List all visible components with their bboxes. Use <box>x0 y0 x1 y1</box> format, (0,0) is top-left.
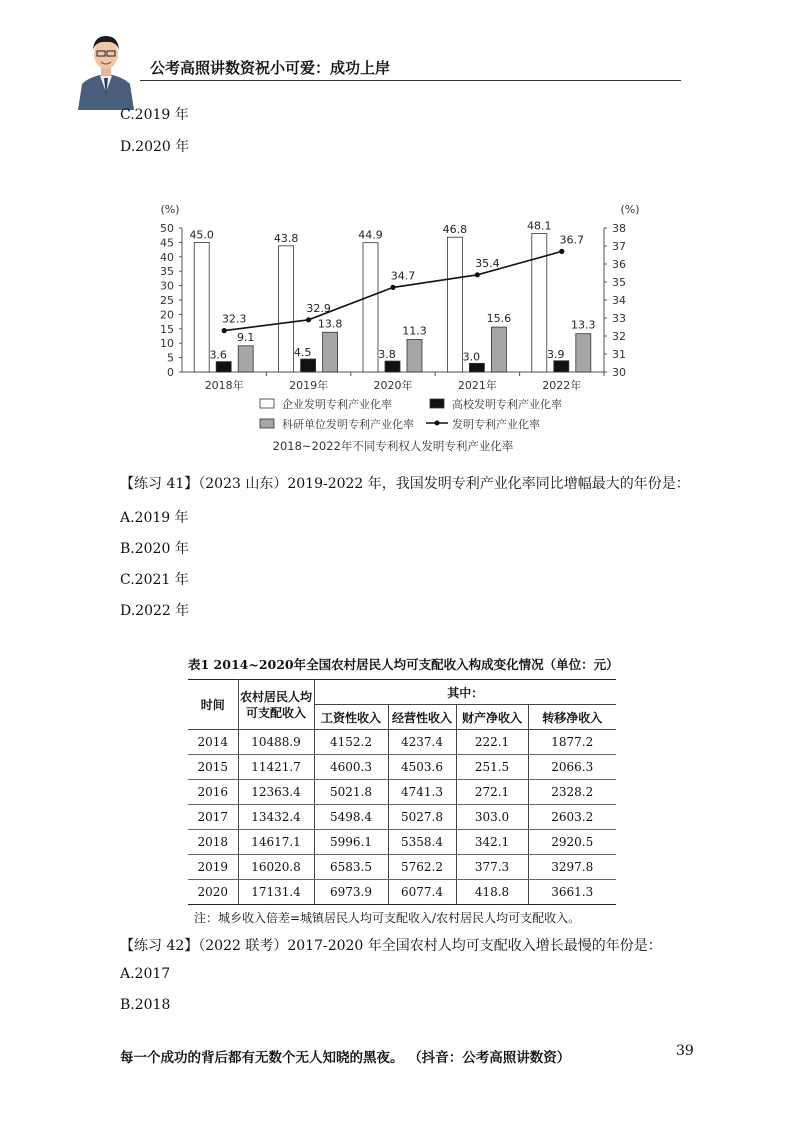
col-property: 财产净收入 <box>456 705 528 730</box>
rate-label: 36.7 <box>559 233 585 247</box>
x-tick-label: 2019年 <box>289 379 329 392</box>
rate-line <box>221 251 562 330</box>
legend-label: 科研单位发明专利产业化率 <box>282 418 414 431</box>
bar-label: 45.0 <box>189 228 214 242</box>
bar-enterprise <box>447 237 462 372</box>
chart-title: 2018~2022年不同专利权人发明专利产业化率 <box>272 439 514 453</box>
cell-transfer: 1877.2 <box>528 730 616 755</box>
rate-label: 32.3 <box>221 312 247 326</box>
bar-label: 13.8 <box>317 317 343 331</box>
rate-label: 32.9 <box>306 301 331 315</box>
bar-label: 48.1 <box>527 219 552 233</box>
left-tick-label: 35 <box>160 265 174 279</box>
x-tick-label: 2022年 <box>542 379 582 392</box>
cell-time: 2015 <box>188 755 238 780</box>
prev-option-d: D.2020 年 <box>120 139 190 155</box>
rate-point <box>306 317 311 322</box>
footer-slogan: 每一个成功的背后都有无数个无人知晓的黑夜。 （抖音：公考高照讲数资） <box>120 1050 571 1066</box>
table-row <box>188 805 616 830</box>
table-row <box>188 730 616 755</box>
table-row <box>188 780 616 805</box>
bar-label: 3.8 <box>378 348 396 362</box>
col-business: 经营性收入 <box>388 705 456 730</box>
bar-research <box>407 339 422 372</box>
bar-university <box>216 362 231 372</box>
cell-transfer: 2603.2 <box>528 805 616 830</box>
table-row <box>188 755 616 780</box>
cell-time: 2016 <box>188 780 238 805</box>
left-tick-label: 45 <box>160 236 174 250</box>
right-tick-label: 31 <box>612 348 626 361</box>
bar-university <box>301 359 316 372</box>
cell-total: 14617.1 <box>238 830 314 855</box>
cell-business: 5358.4 <box>388 830 456 855</box>
cell-property: 342.1 <box>456 830 528 855</box>
rate-point <box>475 272 480 277</box>
cell-wage: 5021.8 <box>314 780 388 805</box>
income-table-block <box>188 655 619 926</box>
q41-option-a: A.2019 年 <box>120 510 189 526</box>
page-number: 39 <box>676 1043 694 1059</box>
right-tick-label: 36 <box>612 258 626 271</box>
rate-label: 34.7 <box>390 269 416 283</box>
left-tick-label: 40 <box>160 250 174 264</box>
right-tick-label: 33 <box>612 312 626 325</box>
table-row <box>188 855 616 880</box>
col-total: 农村居民人均可支配收入 <box>238 680 314 730</box>
cell-property: 303.0 <box>456 805 528 830</box>
right-tick-label: 32 <box>612 330 626 343</box>
bar-label: 13.3 <box>571 318 596 332</box>
bar-label: 9.1 <box>236 330 255 344</box>
legend-label: 高校发明专利产业化率 <box>452 398 562 411</box>
table-row <box>188 880 616 905</box>
left-tick-label: 5 <box>167 351 174 365</box>
bar-label: 4.5 <box>293 346 312 360</box>
cell-business: 4237.4 <box>388 730 456 755</box>
cell-transfer: 3661.3 <box>528 880 616 905</box>
bar-label: 3.9 <box>547 347 565 361</box>
bar-enterprise <box>279 246 294 372</box>
bar-label: 3.0 <box>462 350 481 364</box>
right-tick-label: 38 <box>612 222 626 235</box>
x-tick-label: 2021年 <box>457 379 497 392</box>
cell-time: 2017 <box>188 805 238 830</box>
bar-label: 11.3 <box>402 324 427 338</box>
cell-business: 5027.8 <box>388 805 456 830</box>
cell-wage: 5996.1 <box>314 830 388 855</box>
x-tick-label: 2020年 <box>373 379 413 392</box>
bar-university <box>385 361 400 372</box>
cell-transfer: 2066.3 <box>528 755 616 780</box>
right-tick-label: 30 <box>612 366 626 379</box>
right-tick-label: 34 <box>612 294 626 307</box>
question-41-text: 【练习 41】（2023 山东）2019-2022 年，我国发明专利产业化率同比增幅最大的年份是： <box>120 476 690 492</box>
income-table <box>188 679 616 905</box>
legend-label: 发明专利产业化率 <box>452 418 540 431</box>
col-group: 其中： <box>314 680 616 705</box>
question-42-text: 【练习 42】（2022 联考）2017-2020 年全国农村人均可支配收入增长最慢的年份是： <box>120 938 662 954</box>
rate-label: 35.4 <box>475 256 500 270</box>
cell-time: 2018 <box>188 830 238 855</box>
cell-time: 2019 <box>188 855 238 880</box>
bar-label: 43.8 <box>273 231 299 245</box>
cell-time: 2014 <box>188 730 238 755</box>
cell-property: 377.3 <box>456 855 528 880</box>
cell-total: 13432.4 <box>238 805 314 830</box>
presenter-photo <box>76 26 136 110</box>
cell-time: 2020 <box>188 880 238 905</box>
bar-label: 3.6 <box>209 348 227 362</box>
cell-total: 17131.4 <box>238 880 314 905</box>
legend-label: 企业发明专利产业化率 <box>282 398 392 411</box>
cell-business: 6077.4 <box>388 880 456 905</box>
bar-university <box>554 361 569 372</box>
rate-point <box>390 285 395 290</box>
cell-property: 222.1 <box>456 730 528 755</box>
bar-university <box>469 363 484 372</box>
cell-total: 16020.8 <box>238 855 314 880</box>
left-tick-label: 25 <box>160 294 174 307</box>
q42-option-b: B.2018 <box>120 997 171 1013</box>
bar-research <box>491 327 506 372</box>
table-note: 注：城乡收入倍差=城镇居民人均可支配收入/农村居民人均可支配收入。 <box>194 911 581 925</box>
legend-swatch <box>430 399 444 408</box>
bar-research <box>238 346 253 372</box>
cell-transfer: 2920.5 <box>528 830 616 855</box>
bar-label: 15.6 <box>486 312 512 326</box>
left-axis-unit: (%) <box>160 203 180 216</box>
col-transfer: 转移净收入 <box>528 705 616 730</box>
table-caption: 表1 2014~2020年全国农村居民人均可支配收入构成变化情况（单位：元） <box>188 657 619 672</box>
bar-enterprise <box>532 233 547 372</box>
bar-enterprise <box>363 243 378 372</box>
header-rule <box>140 80 681 81</box>
q41-option-c: C.2021 年 <box>120 572 189 588</box>
cell-business: 4503.6 <box>388 755 456 780</box>
col-time: 时间 <box>188 680 238 730</box>
right-tick-label: 37 <box>612 240 626 253</box>
bar-research <box>323 332 338 372</box>
cell-transfer: 3297.8 <box>528 855 616 880</box>
cell-wage: 4600.3 <box>314 755 388 780</box>
left-tick-label: 50 <box>160 222 174 235</box>
left-tick-label: 0 <box>167 366 174 379</box>
bar-enterprise <box>194 242 209 372</box>
legend-swatch-dot <box>435 421 440 426</box>
cell-total: 11421.7 <box>238 755 314 780</box>
q42-option-a: A.2017 <box>120 966 171 982</box>
rate-point <box>222 328 227 333</box>
left-tick-label: 30 <box>160 279 174 293</box>
cell-total: 12363.4 <box>238 780 314 805</box>
cell-transfer: 2328.2 <box>528 780 616 805</box>
legend-swatch <box>260 399 274 408</box>
q41-option-b: B.2020 年 <box>120 541 189 557</box>
left-tick-label: 15 <box>160 322 174 336</box>
table-row <box>188 830 616 855</box>
legend-swatch <box>260 419 274 428</box>
header-title: 公考高照讲数资祝小可爱：成功上岸 <box>150 59 391 77</box>
col-wage: 工资性收入 <box>314 705 388 730</box>
cell-property: 418.8 <box>456 880 528 905</box>
q41-option-d: D.2022 年 <box>120 603 190 619</box>
cell-total: 10488.9 <box>238 730 314 755</box>
left-tick-label: 10 <box>160 337 174 351</box>
left-tick-label: 20 <box>160 308 174 322</box>
right-tick-label: 35 <box>612 276 626 289</box>
cell-wage: 6583.5 <box>314 855 388 880</box>
right-axis-unit: (%) <box>620 203 640 216</box>
cell-business: 4741.3 <box>388 780 456 805</box>
bar-research <box>576 334 591 372</box>
prev-option-c: C.2019 年 <box>120 107 189 123</box>
x-tick-label: 2018年 <box>204 379 244 392</box>
bar-label: 46.8 <box>442 223 468 237</box>
cell-wage: 4152.2 <box>314 730 388 755</box>
rate-point <box>559 249 564 254</box>
cell-wage: 6973.9 <box>314 880 388 905</box>
patent-chart <box>140 192 660 464</box>
bar-label: 44.9 <box>358 228 383 242</box>
cell-wage: 5498.4 <box>314 805 388 830</box>
cell-business: 5762.2 <box>388 855 456 880</box>
cell-property: 251.5 <box>456 755 528 780</box>
cell-property: 272.1 <box>456 780 528 805</box>
